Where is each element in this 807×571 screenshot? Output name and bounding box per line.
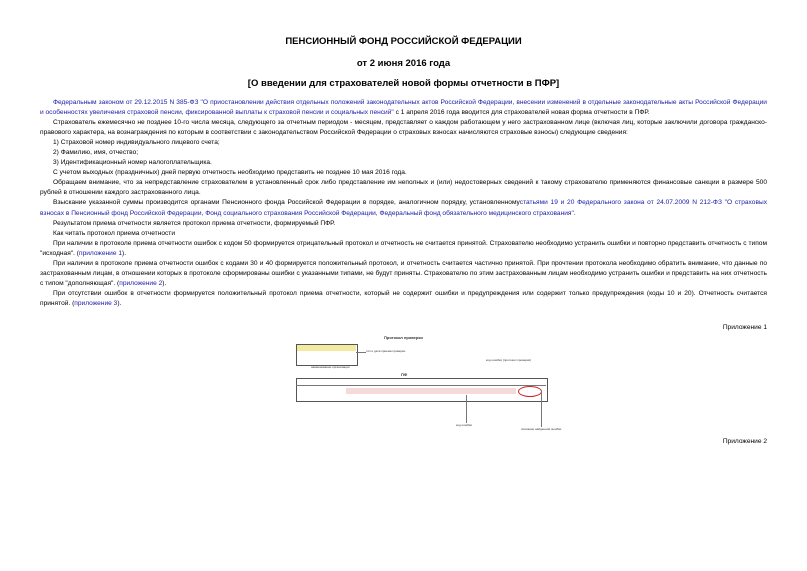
paragraph-5: Взыскание указанной суммы производится органами Пенсионного фонда Российской Федерации в порядке, аналогичном порядку, установленномустатьями 19 и 20 Федерального закона от 24.07.2009 N 212-ФЗ "О страховых взносах в Пенсионный фонд Российской Федерации, Фонд социального страхования Российской Федерации, Федеральный фонд обязательного медицинского страхования".: [40, 199, 767, 217]
paragraph-4: Обращаем внимание, что за непредставление страхователем в установленный срок либо представление им неполных и (или) недостоверных сведений к такому страхователю применяются финансовые санкции в размере 500 рублей в отношении каждого застрахованного лица.: [40, 179, 767, 197]
pointer-line: [466, 395, 467, 423]
law-385-link[interactable]: Федеральным законом от 29.12.2015 N 385-ФЗ "О приостановлении действия отдельных положений законодательных актов Российской Федерации, внесении изменений в отдельные законодательные акты Российской Федерации и особенностях увеличения страховой пенсии, фиксированной выплаты к страховой пенсии и социальных пенсий": [40, 99, 767, 117]
label-top: тип и дата приема проверки: [366, 349, 406, 353]
paragraph-7: Как читать протокол приема отчетности: [53, 229, 176, 237]
label-bottom-2: описание найденной ошибки: [521, 427, 562, 431]
document-title: [О введении для страхователей новой формы отчетности в ПФР]: [247, 78, 560, 89]
table-divider: [296, 385, 546, 386]
pointer-line: [356, 352, 366, 353]
label-right: код ошибки (протокол проверки): [486, 358, 532, 362]
paragraph-3: С учетом выходных (праздничных) дней первую отчетность необходимо представить не позднее 10 мая 2016 года.: [53, 169, 407, 177]
header-box: [296, 344, 358, 366]
label-bottom-1: код ошибки: [456, 423, 472, 427]
pointer-line: [541, 391, 542, 427]
list-item: 3) Идентификационный номер налогоплательщика.: [53, 159, 212, 167]
law-212-link[interactable]: статьями 19 и 20 Федерального закона от 24.07.2009 N 212-ФЗ "О страховых взносах в Пенсионный фонд Российской Федерации, Фонд социального страхования Российской Федерации, Федеральный фонд обязательного медицинского страхования": [40, 199, 767, 217]
protocol-figure: [256, 335, 562, 435]
appendix-1-heading: Приложение 1: [722, 324, 767, 331]
error-circle: [518, 386, 542, 397]
paragraph-2: Страхователь ежемесячно не позднее 10-го числа месяца, следующего за отчетным периодом - месяцем, представляет о каждом работающем у него застрахованном лице (включая лиц, которые заключили договора гражданско-правового характера, на вознаграждения по которым в соответствии с законодательством Российской Федерации о страховых взносах начисляются страховые взносы) следующие сведения:: [40, 119, 767, 137]
appendix-2-heading: Приложение 2: [722, 438, 767, 445]
figure-subtitle: ПФ: [401, 372, 408, 377]
paragraph-8: При наличии в протоколе приема отчетности ошибок с кодом 50 формируется отрицательный протокол и отчетность не считается принятой. Страхователю необходимо устранить ошибки и повторно представить отчетность с типом "исходная". (приложение 1).: [40, 239, 767, 257]
document-body: [40, 98, 767, 309]
figure-title: Протокол проверки: [384, 335, 423, 340]
document-date: от 2 июня 2016 года: [356, 58, 451, 69]
appendix-1-link[interactable]: приложение 1: [79, 249, 123, 257]
appendix-2-link[interactable]: приложение 2: [119, 279, 163, 287]
label-middle: наименование организации: [311, 365, 350, 369]
paragraph-1: Федеральным законом от 29.12.2015 N 385-ФЗ "О приостановлении действия отдельных положений законодательных актов Российской Федерации, внесении изменений в отдельные законодательные акты Российской Федерации и особенностях увеличения страховой пенсии, фиксированной выплаты к страховой пенсии и социальных пенсий" с 1 апреля 2016 года вводится для страхователей новая форма отчетности в ПФР.: [40, 99, 767, 117]
appendix-3-link[interactable]: приложение 3: [74, 299, 118, 307]
error-row: [346, 388, 516, 394]
org-heading: ПЕНСИОННЫЙ ФОНД РОССИЙСКОЙ ФЕДЕРАЦИИ: [285, 36, 522, 47]
list-item: 2) Фамилию, имя, отчество;: [53, 149, 139, 157]
paragraph-10: При отсутствии ошибок в отчетности формируется положительный протокол приема отчетности, который не содержит ошибки и предупреждения или содержит только предупреждения (коды 10 и 20). Отчетность считается принятой. (приложение 3).: [40, 289, 767, 307]
list-item: 1) Страховой номер индивидуального лицевого счета;: [53, 139, 220, 147]
paragraph-6: Результатом приема отчетности является протокол приема отчетности, формируемый ПФР.: [53, 219, 336, 227]
paragraph-9: При наличии в протоколе приема отчетности ошибок с кодами 30 и 40 формируется положительный протокол, и отчетность считается частично принятой. При прочтении протокола необходимо обратить внимание, что данные по застрахованным лицам, в отношении которых в протоколе сформированы ошибки с указанными типами, не будут приняты. Страхователю по этим застрахованным лицам необходимо устранить ошибки и представить на них отчетность с типом "дополняющая". (приложение 2).: [40, 259, 767, 287]
